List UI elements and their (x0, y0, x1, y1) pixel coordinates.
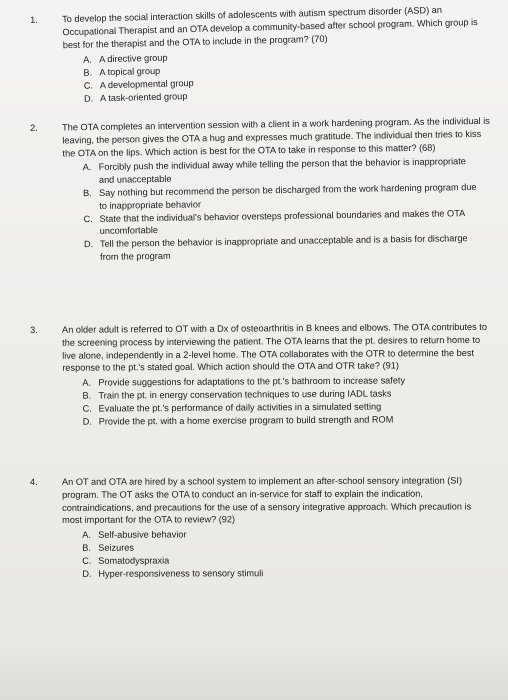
option-text: Seizures (98, 542, 135, 553)
option-letter: D. (82, 416, 92, 427)
option-letter: C. (83, 213, 93, 224)
option-text: A task-oriented group (99, 90, 188, 104)
answer-option-d (82, 566, 482, 580)
option-text: Train the pt. in energy conservation techniques to use during IADL tasks (98, 388, 392, 401)
question-text: To develop the social interaction skills of adolescents with autism spectrum disorder (ASD) an Occupational Therapist and an OTA develop a community-based after school program. Which group is best for the therapist and the OTA to include in the program? (70) (62, 4, 478, 50)
question-text: An OT and OTA are hired by a school system to implement an after-school sensory integration (SI) program. The OT asks the OTA to conduct an in-service for staff to explain the indication, contraindications, and precautions for the use of a sensory integrative approach. Which precaution is most important for the OTA to review? (92) (62, 475, 472, 526)
answer-options (82, 528, 482, 581)
paper-shadow (0, 640, 508, 700)
question-number: 2. (30, 122, 38, 133)
option-text: Evaluate the pt.'s performance of daily activities in a simulated setting (98, 401, 382, 414)
option-text: State that the individual's behavior oversteps professional boundaries and makes the OTA uncomfortable (99, 207, 465, 237)
option-letter: B. (82, 542, 91, 553)
answer-options (83, 155, 485, 264)
option-letter: D. (82, 568, 92, 579)
option-letter: D. (83, 239, 94, 250)
option-letter: D. (83, 93, 94, 104)
option-letter: A. (82, 377, 92, 388)
option-text: Self-abusive behavior (98, 529, 187, 540)
question-number: 1. (30, 14, 38, 25)
option-text: Forcibly push the individual away while telling the person that the behavior is inappropriate and unacceptable (98, 156, 466, 186)
answer-option-d (84, 232, 484, 264)
option-letter: C. (82, 403, 92, 414)
option-letter: C. (83, 80, 94, 91)
answer-option-d (83, 412, 483, 428)
option-letter: A. (82, 162, 92, 173)
option-text: A developmental group (99, 78, 194, 91)
option-text: Provide suggestions for adaptations to the pt.'s bathroom to increase safety (98, 375, 406, 388)
option-text: Tell the person the behavior is inappropriate and unacceptable and is a basis for discharge from the program (99, 233, 468, 262)
option-letter: B. (83, 188, 92, 199)
answer-options (83, 44, 484, 105)
option-letter: A. (83, 54, 92, 66)
option-text: Hyper-responsiveness to sensory stimuli (98, 567, 264, 579)
question-3 (30, 321, 491, 429)
question-2 (30, 115, 492, 265)
option-letter: B. (82, 390, 92, 401)
question-text: The OTA completes an intervention session with a client in a work hardening program. As the individual is leaving, the person gives the OTA a hug and expresses much gratitude. The individual then tries to kiss the OTA on the lips. Which action is best for the OTA to take in response to this matter? (68) (62, 115, 490, 159)
option-letter: B. (83, 67, 93, 78)
option-text: Somatodyspraxia (98, 555, 170, 566)
question-number: 3. (30, 324, 38, 335)
question-text: An older adult is referred to OT with a Dx of osteoarthritis in B knees and elbows. The OTA contributes to the screening process by interviewing the patient. The OTA learns that the pt. desires to return home to live alone, independently in a 2-level home. The OTA collaborates with the OTR to determine the best response to the pt.'s stated goal. Which action should the OTA and OTR take? (91) (62, 321, 487, 374)
option-text: Say nothing but recommend the person be discharged from the work hardening program due to inappropriate behavior (99, 181, 477, 211)
option-letter: C. (82, 555, 92, 566)
question-4 (30, 474, 490, 580)
option-text: A directive group (99, 53, 168, 65)
answer-options (82, 374, 482, 428)
option-text: Provide the pt. with a home exercise program to build strength and ROM (98, 414, 394, 427)
question-1 (30, 3, 492, 107)
question-number: 4. (30, 476, 38, 487)
option-text: A topical group (99, 66, 161, 78)
option-letter: A. (82, 529, 91, 541)
